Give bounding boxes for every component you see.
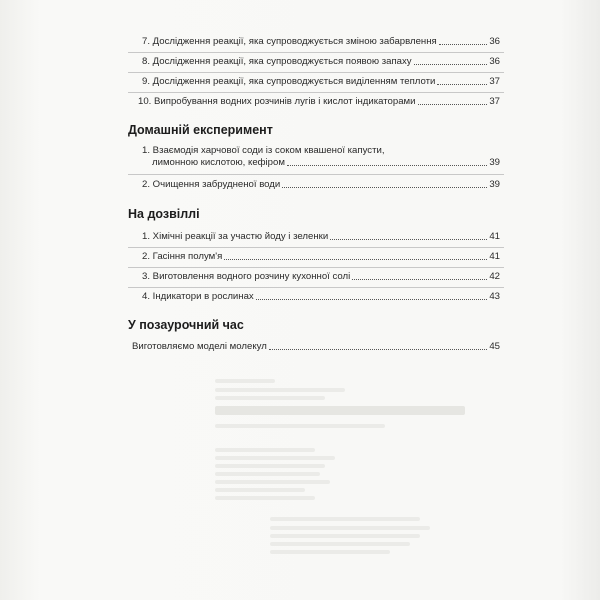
- toc-entry-title: 2. Очищення забрудненої води: [142, 179, 281, 190]
- toc-entry-title: 2. Гасіння полум'я: [142, 251, 223, 262]
- toc-entry: [128, 341, 504, 353]
- dot-leader: [256, 299, 488, 300]
- dot-leader: [437, 84, 487, 85]
- toc-entry-title: Виготовляємо моделі молекул: [132, 341, 267, 352]
- divider: [128, 287, 504, 288]
- toc-entry: [128, 251, 504, 263]
- dot-leader: [330, 239, 487, 240]
- toc-entry-title-continued: лимонною кислотою, кефіром: [152, 157, 285, 168]
- divider: [128, 247, 504, 248]
- divider: [128, 92, 504, 93]
- toc-entry: [128, 271, 504, 283]
- toc-page-number: 36: [489, 36, 500, 47]
- toc-page-number: 45: [489, 341, 500, 352]
- toc-entry-title: 1. Хімічні реакції за участю йоду і зеленки: [142, 231, 329, 242]
- dot-leader: [282, 187, 487, 188]
- toc-entry: [128, 145, 504, 169]
- section-heading: На дозвіллі: [128, 207, 200, 221]
- toc-entry-title: 3. Виготовлення водного розчину кухонної солі: [142, 271, 351, 282]
- divider: [128, 72, 504, 73]
- divider: [128, 174, 504, 175]
- toc-entry: [128, 179, 504, 191]
- toc-entry-title: 10. Випробування водних розчинів лугів і кислот індикаторами: [138, 96, 416, 107]
- toc-entry-title: 1. Взаємодія харчової соди із соком квашеної капусти,: [142, 145, 385, 156]
- toc-page-number: 37: [489, 76, 500, 87]
- toc-page-number: 36: [489, 56, 500, 67]
- dot-leader: [414, 64, 488, 65]
- toc-entry: [128, 36, 504, 48]
- section-heading: У позаурочний час: [128, 318, 244, 332]
- toc-entry: [128, 56, 504, 68]
- toc-entry-title: 7. Дослідження реакції, яка супроводжується зміною забарвлення: [142, 36, 437, 47]
- dot-leader: [287, 165, 487, 166]
- dot-leader: [418, 104, 488, 105]
- toc-page-number: 37: [489, 96, 500, 107]
- dot-leader: [439, 44, 488, 45]
- toc-page-number: 42: [489, 271, 500, 282]
- toc-entry: [128, 231, 504, 243]
- divider: [128, 267, 504, 268]
- toc-entry-title: 9. Дослідження реакції, яка супроводжується виділенням теплоти: [142, 76, 436, 87]
- toc-entry: [128, 76, 504, 88]
- dot-leader: [224, 259, 487, 260]
- dot-leader: [269, 349, 488, 350]
- section-heading: Домашній експеримент: [128, 123, 273, 137]
- toc-page-number: 43: [489, 291, 500, 302]
- toc-entry-title: 8. Дослідження реакції, яка супроводжується появою запаху: [142, 56, 412, 67]
- dot-leader: [352, 279, 487, 280]
- toc-page-number: 41: [489, 251, 500, 262]
- divider: [128, 52, 504, 53]
- toc-entry-title: 4. Індикатори в рослинах: [142, 291, 254, 302]
- toc-page-number: 39: [489, 179, 500, 190]
- toc-page-number: 41: [489, 231, 500, 242]
- toc-entry: [128, 96, 504, 108]
- toc-entry: [128, 291, 504, 303]
- toc-page-number: 39: [489, 157, 500, 168]
